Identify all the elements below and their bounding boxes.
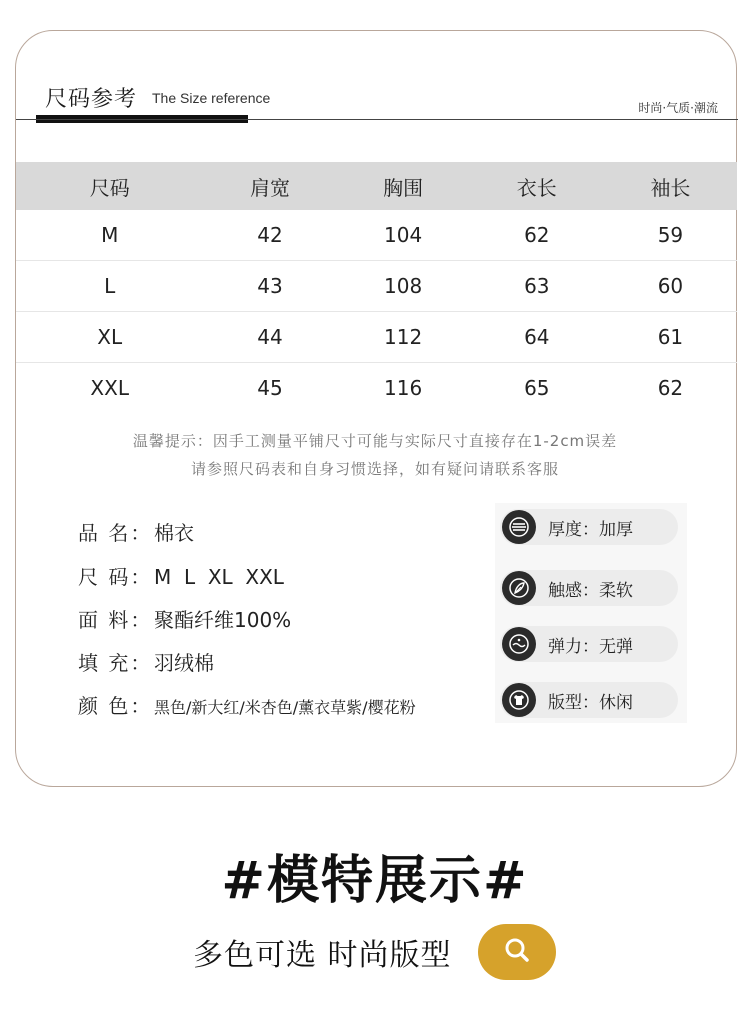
table-cell: M bbox=[101, 223, 119, 247]
spec-value: 黑色/新大红/米杏色/薰衣草紫/樱花粉 bbox=[154, 698, 416, 717]
stretch-icon bbox=[502, 627, 536, 661]
table-cell: 104 bbox=[384, 223, 423, 247]
table-cell: 43 bbox=[257, 274, 283, 298]
feature-stretch bbox=[500, 626, 678, 662]
feature-text: 弹力：无弹 bbox=[548, 636, 633, 657]
search-icon bbox=[502, 935, 532, 969]
table-cell: 45 bbox=[257, 376, 283, 400]
model-showcase-title: #模特展示# bbox=[221, 851, 529, 911]
table-cell: 63 bbox=[524, 274, 550, 298]
size-reference-title: 尺码参考 bbox=[45, 87, 138, 112]
shirt-icon bbox=[502, 683, 536, 717]
spec-label: 品 名： bbox=[78, 521, 153, 545]
table-row bbox=[16, 312, 737, 363]
header-divider bbox=[16, 119, 738, 120]
table-cell: 62 bbox=[524, 223, 550, 247]
size-table bbox=[16, 162, 737, 413]
selection-note: 请参照尺码表和自身习惯选择，如有疑问请联系客服 bbox=[190, 460, 559, 478]
search-button[interactable] bbox=[478, 924, 556, 980]
spec-filling bbox=[78, 647, 214, 676]
table-row bbox=[16, 210, 737, 261]
size-reference-subtitle: The Size reference bbox=[152, 90, 271, 106]
feature-touch bbox=[500, 570, 678, 606]
table-cell: 44 bbox=[257, 325, 283, 349]
table-cell: 61 bbox=[657, 325, 684, 349]
spec-fabric bbox=[78, 604, 291, 633]
table-cell: 60 bbox=[657, 274, 684, 298]
spec-product-name bbox=[78, 517, 194, 546]
model-showcase-subtitle: 多色可选 时尚版型 bbox=[193, 938, 452, 973]
table-cell: 59 bbox=[657, 223, 684, 247]
spec-value: 羽绒棉 bbox=[154, 651, 214, 675]
table-row bbox=[16, 363, 737, 413]
feather-icon bbox=[502, 571, 536, 605]
table-cell: 108 bbox=[384, 274, 423, 298]
table-cell: L bbox=[104, 274, 116, 298]
table-cell: 62 bbox=[657, 376, 684, 400]
feature-thickness bbox=[500, 509, 678, 545]
column-header: 肩宽 bbox=[249, 175, 290, 200]
feature-text: 触感：柔软 bbox=[548, 580, 633, 601]
table-cell: 42 bbox=[257, 223, 283, 247]
feature-text: 厚度：加厚 bbox=[548, 519, 633, 540]
spec-label: 颜 色： bbox=[78, 694, 153, 718]
feature-fit bbox=[500, 682, 678, 718]
feature-text: 版型：休闲 bbox=[548, 692, 633, 713]
spec-value: 棉衣 bbox=[154, 521, 194, 545]
table-cell: 116 bbox=[384, 376, 423, 400]
table-cell: 112 bbox=[384, 325, 423, 349]
header-tagline: 时尚·气质·潮流 bbox=[638, 101, 718, 115]
table-cell: XXL bbox=[90, 376, 129, 400]
table-cell: XL bbox=[97, 325, 123, 349]
spec-label: 尺 码： bbox=[78, 565, 153, 589]
spec-value: M L XL XXL bbox=[154, 565, 284, 589]
thickness-icon bbox=[502, 510, 536, 544]
table-row bbox=[16, 261, 737, 312]
spec-label: 填 充： bbox=[78, 651, 153, 675]
column-header: 尺码 bbox=[89, 175, 130, 200]
spec-value: 聚酯纤维100% bbox=[154, 608, 292, 632]
table-cell: 64 bbox=[524, 325, 550, 349]
measurement-note: 温馨提示：因手工测量平铺尺寸可能与实际尺寸直接存在1-2cm误差 bbox=[132, 432, 618, 450]
spec-colors bbox=[78, 690, 416, 719]
column-header: 袖长 bbox=[650, 175, 691, 200]
table-header bbox=[16, 162, 737, 210]
spec-label: 面 料： bbox=[78, 608, 153, 632]
column-header: 衣长 bbox=[516, 175, 557, 200]
table-cell: 65 bbox=[524, 376, 550, 400]
spec-sizes bbox=[78, 561, 284, 590]
column-header: 胸围 bbox=[383, 175, 424, 200]
